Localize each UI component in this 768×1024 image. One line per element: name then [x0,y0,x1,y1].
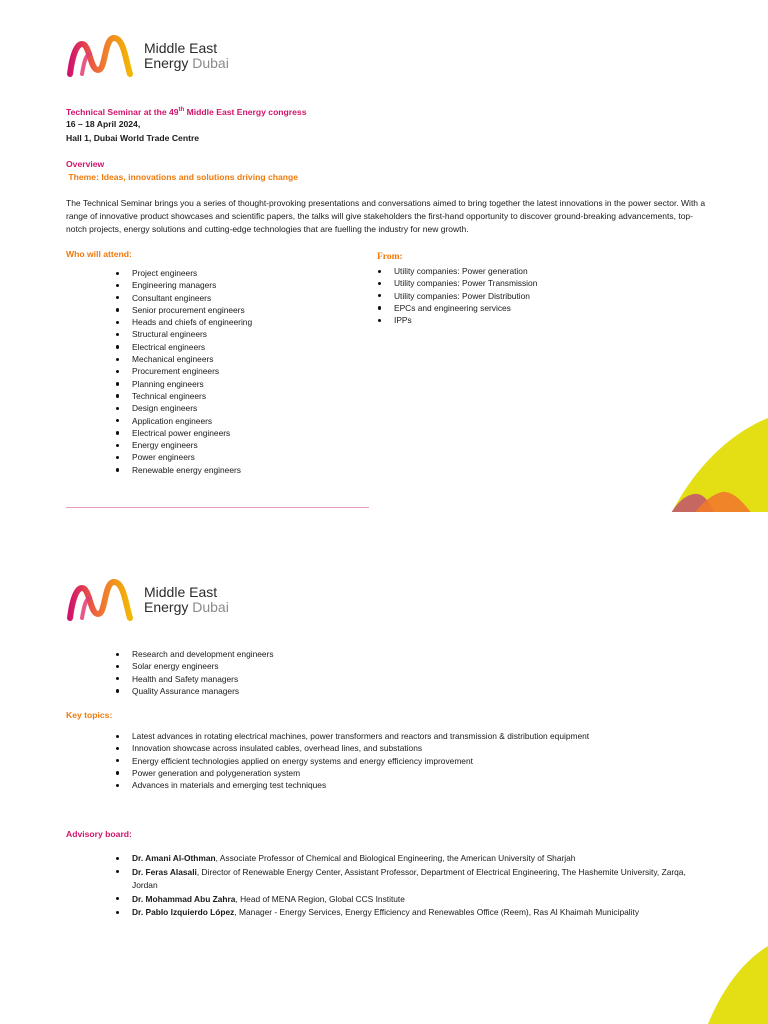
advisor-role: , Director of Renewable Energy Center, Assistant Professor, Department of Electrical Engineering, The Hashemite University, Zarqa, Jordan [132,866,686,890]
attendees-continued-list [116,648,416,697]
logo-dubai: Dubai [192,55,229,71]
attendee-item: Heads and chiefs of engineering [116,316,356,328]
attendee-item: Planning engineers [116,378,356,390]
advisor-item [116,906,686,920]
attendees-list [116,267,356,476]
divider-line [66,507,369,508]
logo-line-1: Middle East [144,584,218,600]
advisor-item [116,852,686,866]
meed-wave-logo-icon [66,32,134,80]
advisor-role: , Head of MENA Region, Global CCS Institute [235,893,405,904]
topic-item: Energy efficient technologies applied on energy systems and energy efficiency improvement [116,755,736,767]
attendee-item: Power engineers [116,451,356,463]
advisory-heading: Advisory board: [66,829,132,839]
attendee-item: Application engineers [116,415,356,427]
advisor-role: , Associate Professor of Chemical and Biological Engineering, the American University of Sharjah [215,853,576,863]
attendee-item: Design engineers [116,402,356,414]
from-item: Utility companies: Power Transmission [378,277,678,289]
topic-item: Innovation showcase across insulated cables, overhead lines, and substations [116,742,736,754]
logo-energy: Energy [144,55,189,71]
overview-paragraph: The Technical Seminar brings you a series of thought-provoking presentations and conversations aimed to bring together the latest innovations in the power sector. With a range of innovative product showcases and scientific papers, the talks will give stakeholders the first-hand opportunity to discover ground-breaking advancements, top-notch projects, energy solutions and cutting-edge technologies that are fuelling the industry for new growth. [66,198,706,234]
advisor-role: , Manager - Energy Services, Energy Efficiency and Renewables Office (Reem), Ras Al Khaimah Municipality [234,907,640,917]
brand-logo-page2 [66,576,229,624]
decorative-swoosh-icon [708,946,768,1024]
logo-dubai: Dubai [192,599,229,615]
topics-heading: Key topics: [66,710,113,720]
seminar-venue: Hall 1, Dubai World Trade Centre [66,133,200,143]
attendee-item: Quality Assurance managers [116,685,416,697]
attendee-item: Structural engineers [116,328,356,340]
logo-energy: Energy [144,599,189,615]
advisory-board-list [116,852,686,920]
theme-line: Theme: Ideas, innovations and solutions driving change [66,172,299,182]
from-item: Utility companies: Power Distribution [378,290,678,302]
attendee-item: Solar energy engineers [116,660,416,672]
topics-list [116,730,736,791]
attendee-item: Consultant engineers [116,292,356,304]
from-list [378,265,678,326]
page-2 [0,512,768,1024]
logo-line-1: Middle East [144,40,218,56]
meed-wave-logo-icon [66,576,134,624]
attendee-item: Energy engineers [116,439,356,451]
attendee-item: Engineering managers [116,279,356,291]
from-item: IPPs [378,314,678,326]
topic-item: Power generation and polygeneration system [116,767,736,779]
advisor-item [116,866,686,893]
attendee-item: Electrical power engineers [116,427,356,439]
topic-item: Advances in materials and emerging test techniques [116,779,736,791]
attendee-item: Technical engineers [116,390,356,402]
advisor-name: Dr. Mohammad Abu Zahra [132,893,236,904]
attendee-item: Procurement engineers [116,365,356,377]
from-item: Utility companies: Power generation [378,265,678,277]
overview-heading: Overview [66,159,105,169]
attendee-item: Research and development engineers [116,648,416,660]
from-heading: From: [377,252,403,262]
attendee-item: Health and Safety managers [116,673,416,685]
advisor-item [116,893,686,907]
advisor-name: Dr. Feras Alasali [132,866,197,877]
attendee-item: Project engineers [116,267,356,279]
attend-heading: Who will attend: [66,249,132,259]
from-item: EPCs and engineering services [378,302,678,314]
seminar-title: Technical Seminar at the 49th Middle East Energy congress [66,106,307,117]
seminar-date: 16 – 18 April 2024, [66,119,141,129]
brand-logo [66,32,229,80]
topic-item: Latest advances in rotating electrical machines, power transformers and reactors and transmission & distribution equipment [116,730,736,742]
advisor-name: Dr. Pablo Izquierdo López [132,907,235,917]
attendee-item: Renewable energy engineers [116,464,356,476]
attendee-item: Senior procurement engineers [116,304,356,316]
attendee-item: Mechanical engineers [116,353,356,365]
advisor-name: Dr. Amani Al-Othman [132,853,216,863]
attendee-item: Electrical engineers [116,341,356,353]
